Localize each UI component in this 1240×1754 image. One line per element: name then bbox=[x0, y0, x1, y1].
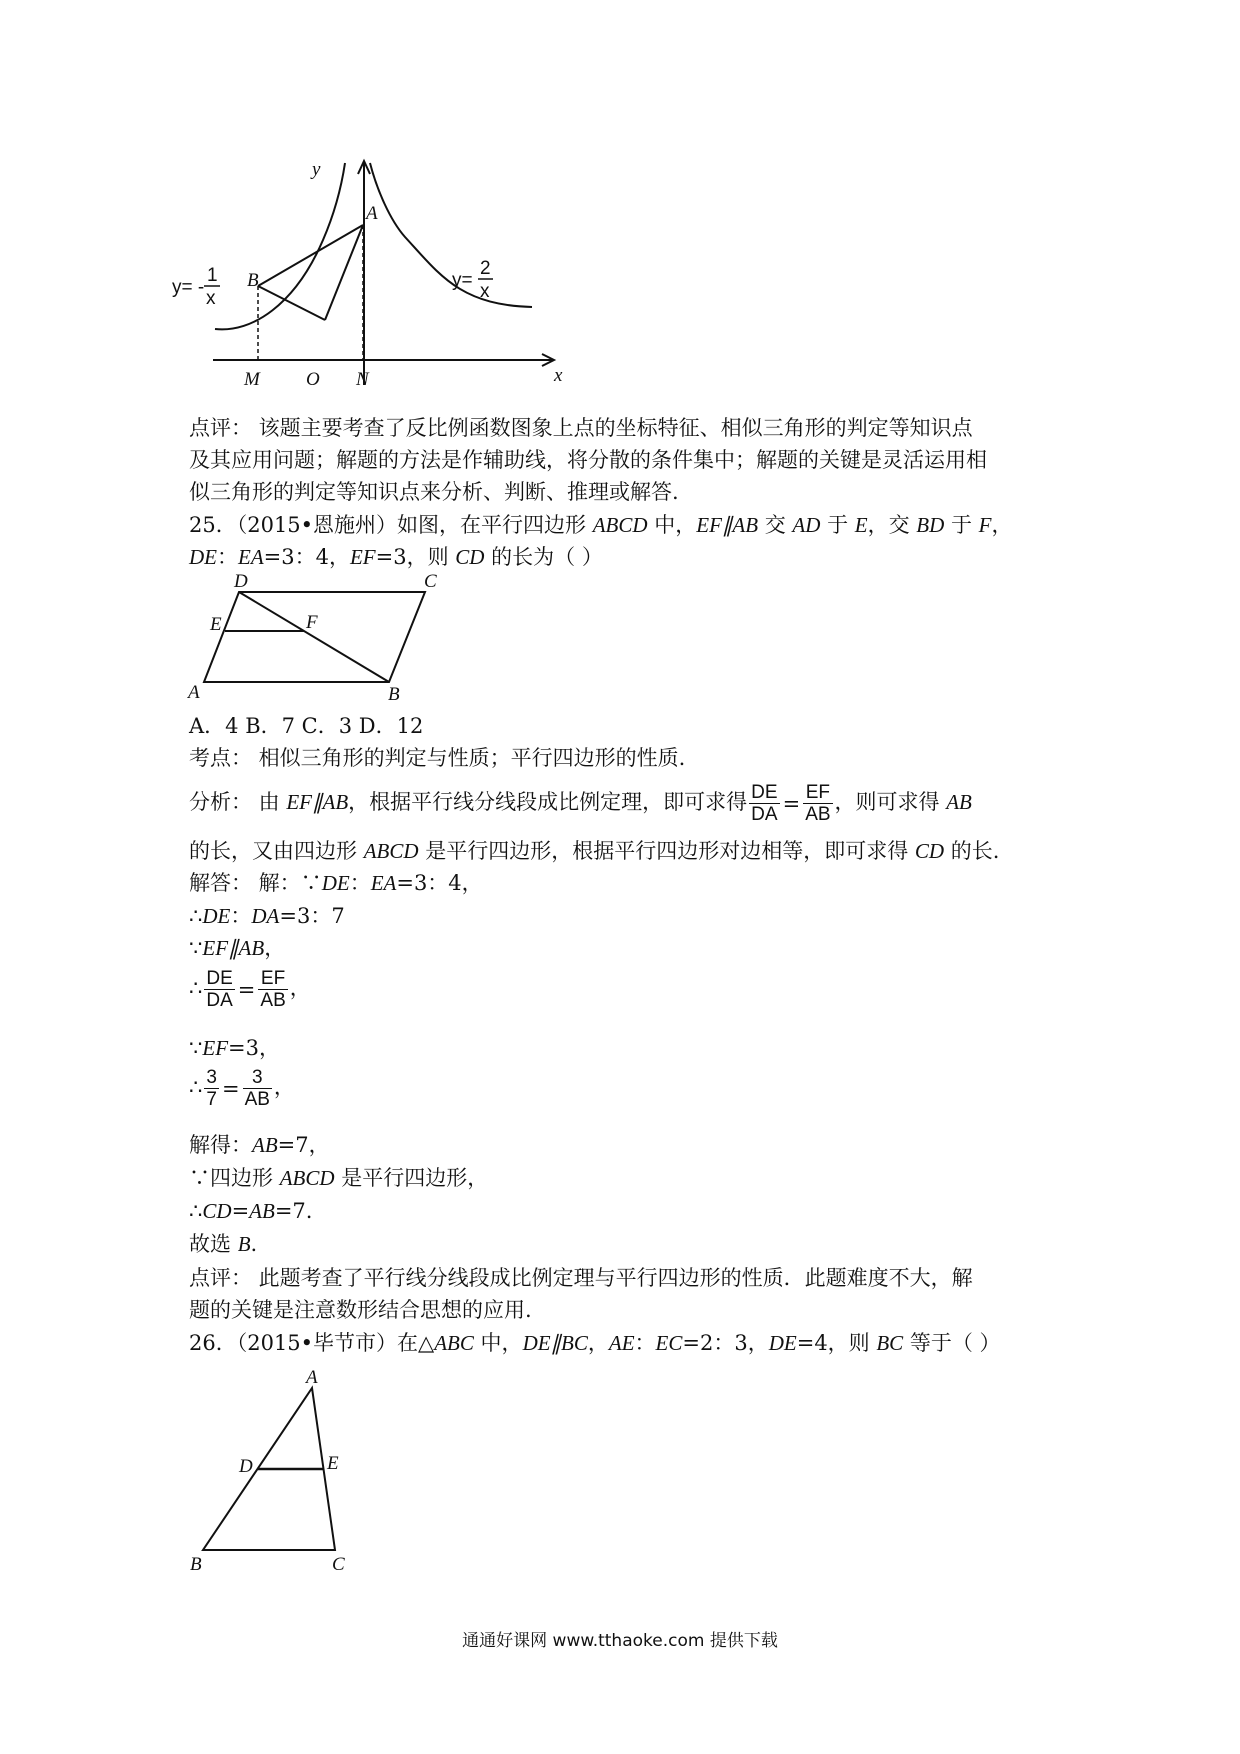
q25-step4: ∵EF=3， bbox=[189, 1036, 280, 1060]
review-24-line1: 点评： 该题主要考查了反比例函数图象上点的坐标特征、相似三角形的判定等知识点 bbox=[189, 416, 973, 440]
q25-options: A．4 B．7 C．3 D．12 bbox=[189, 714, 424, 738]
page-footer: 通通好课网 www.tthaoke.com 提供下载 bbox=[462, 1631, 778, 1651]
tri-label-d: D bbox=[239, 1456, 253, 1477]
point-n-label: N bbox=[356, 369, 369, 390]
q25-fenxi-line2: 的长，又由四边形 ABCD 是平行四边形，根据平行四边形对边相等，即可求得 CD 的长. bbox=[189, 839, 1000, 863]
q25-step2: ∵EF∥AB， bbox=[189, 936, 286, 960]
left-curve-label: y= - bbox=[172, 277, 205, 298]
tri-label-a: A bbox=[306, 1367, 318, 1388]
review-24-line2: 及其应用问题；解题的方法是作辅助线，将分散的条件集中；解题的关键是灵活运用相 bbox=[189, 448, 987, 472]
tri-label-e: E bbox=[327, 1453, 339, 1474]
parallelogram-figure bbox=[180, 570, 460, 705]
x-axis-label: x bbox=[554, 365, 563, 386]
para-label-c: C bbox=[424, 571, 437, 592]
right-curve-label: y= bbox=[452, 270, 473, 291]
q25-review-line1: 点评： 此题考查了平行线分线段成比例定理与平行四边形的性质．此题难度不大，解 bbox=[189, 1266, 973, 1290]
y-axis-label: y bbox=[312, 159, 321, 180]
point-o-label: O bbox=[306, 369, 320, 390]
right-curve-den: x bbox=[480, 281, 490, 302]
tri-label-b: B bbox=[190, 1554, 202, 1575]
q25-step1: ∴DE：DA=3：7 bbox=[189, 904, 345, 928]
para-label-d: D bbox=[234, 571, 248, 592]
q25-step8: ∴CD=AB=7. bbox=[189, 1199, 313, 1223]
q25-step9: 故选 B. bbox=[189, 1232, 258, 1256]
triangle-figure bbox=[180, 1365, 410, 1575]
q25-kaodian: 考点： 相似三角形的判定与性质；平行四边形的性质. bbox=[189, 746, 686, 770]
q25-step6: 解得：AB=7， bbox=[189, 1133, 330, 1157]
point-m-label: M bbox=[244, 369, 260, 390]
q25-step3: ∴ $\frac{DE}{DA}$ = $\frac{EF}{AB}$ ， bbox=[189, 968, 311, 1011]
q25-stem-line2: DE：EA=3：4，EF=3，则 CD 的长为（ ） bbox=[189, 545, 603, 569]
right-curve-num: 2 bbox=[480, 258, 491, 279]
q25-jieda: 解答： 解：∵DE：EA=3：4， bbox=[189, 871, 483, 895]
inverse-function-graph bbox=[172, 155, 570, 395]
review-24-line3: 似三角形的判定等知识点来分析、判断、推理或解答. bbox=[189, 480, 679, 504]
q25-fenxi-line1: 分析： 由 EF∥AB，根据平行线分线段成比例定理，即可求得 $\frac{DE}{DA}$ = $\frac{EF}{AB}$ ，则可求得 AB bbox=[189, 782, 972, 825]
q25-step7: ∵四边形 ABCD 是平行四边形， bbox=[189, 1166, 489, 1190]
point-b-label: B bbox=[247, 270, 259, 291]
left-curve-num: 1 bbox=[207, 265, 218, 286]
q25-review-line2: 题的关键是注意数形结合思想的应用. bbox=[189, 1298, 532, 1322]
left-curve-den: x bbox=[206, 288, 216, 309]
para-label-f: F bbox=[306, 612, 318, 633]
para-label-e: E bbox=[210, 614, 222, 635]
q26-stem: 26．（2015•毕节市）在△ABC 中，DE∥BC，AE：EC=2：3，DE=4，则 BC 等于（ ） bbox=[189, 1331, 1001, 1355]
tri-label-c: C bbox=[332, 1554, 345, 1575]
q25-step5: ∴ $\frac{3}{7}$ = $\frac{3}{AB}$ ， bbox=[189, 1067, 295, 1110]
para-label-a: A bbox=[188, 682, 200, 703]
para-label-b: B bbox=[388, 684, 400, 705]
q25-stem-line1: 25．（2015•恩施州）如图，在平行四边形 ABCD 中，EF∥AB 交 AD 于 E，交 BD 于 F， bbox=[189, 513, 1013, 537]
point-a-label: A bbox=[366, 203, 378, 224]
